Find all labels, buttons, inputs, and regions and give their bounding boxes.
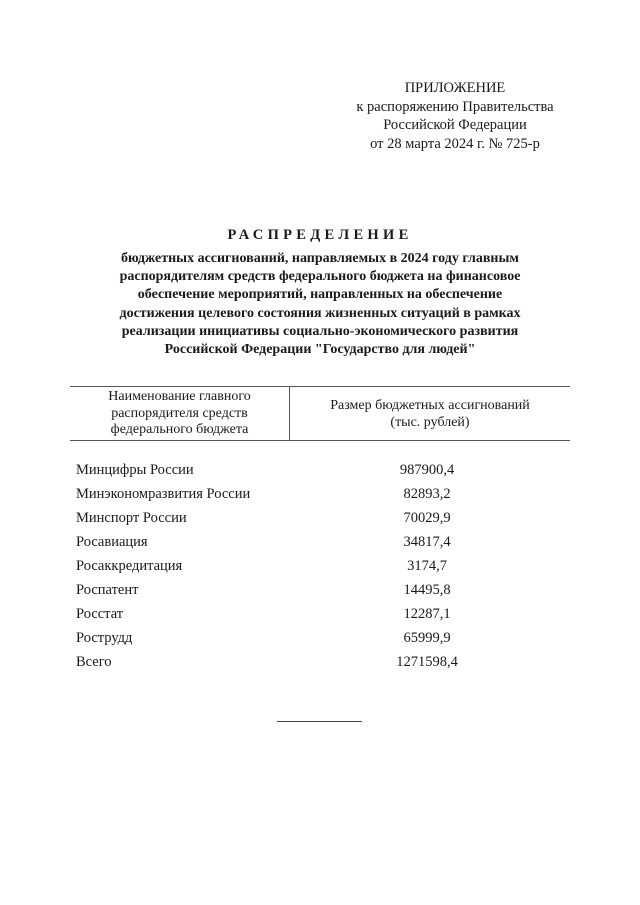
document-title: РАСПРЕДЕЛЕНИЕ: [227, 227, 413, 243]
annex-line-2: Российской Федерации: [383, 117, 527, 133]
subtitle-line: достижения целевого состояния жизненных ситуаций в рамках: [119, 305, 521, 321]
table-row: [70, 531, 570, 555]
row-name: Рострудд: [76, 629, 133, 646]
table-body: [70, 459, 570, 674]
allocation-table: [70, 386, 570, 674]
row-amount: 65999,9: [403, 629, 451, 646]
header-name-line: Наименование главного: [108, 389, 251, 404]
table-row: [70, 459, 570, 483]
row-name: Росстат: [76, 605, 124, 622]
subtitle-line: распорядителям средств федерального бюджета на финансовое: [119, 269, 521, 285]
subtitle-line: реализации инициативы социально-экономического развития: [121, 323, 519, 339]
table-row: [70, 507, 570, 531]
row-name: Минцифры России: [76, 462, 194, 479]
row-amount: 987900,4: [399, 462, 455, 479]
row-name: Минэкономразвития России: [76, 486, 251, 503]
document-subtitle: [0, 250, 640, 359]
annex-line-3: от 28 марта 2024 г. № 725-р: [370, 135, 540, 152]
table-row: [70, 555, 570, 579]
row-amount: 70029,9: [403, 510, 451, 527]
table-row: [70, 626, 570, 650]
annex-block: [340, 79, 570, 153]
header-name-line: распорядителя средств: [111, 405, 248, 421]
row-amount: 3174,7: [407, 558, 447, 574]
subtitle-line: Российской Федерации "Государство для людей": [164, 342, 476, 358]
header-amount-column: [290, 387, 570, 440]
row-amount: 14495,8: [403, 581, 451, 598]
row-name: Минспорт России: [76, 510, 187, 527]
row-name: Всего: [76, 653, 112, 670]
table-row: [70, 602, 570, 626]
subtitle-line: обеспечение мероприятий, направленных на обеспечение: [137, 287, 503, 303]
table-row: [70, 578, 570, 602]
table-header: [70, 386, 570, 441]
annex-line-1: к распоряжению Правительства: [356, 98, 554, 115]
row-name: Росавиация: [76, 534, 148, 551]
row-amount: 12287,1: [403, 605, 451, 622]
row-amount: 34817,4: [403, 534, 451, 551]
row-amount: 1271598,4: [396, 653, 458, 670]
header-name-column: [70, 387, 290, 440]
table-row-total: [70, 650, 570, 674]
annex-label: ПРИЛОЖЕНИЕ: [404, 80, 506, 96]
table-row: [70, 483, 570, 507]
row-name: Роспатент: [76, 581, 139, 598]
header-name-line: федерального бюджета: [110, 422, 249, 437]
end-divider: [277, 721, 362, 722]
row-amount: 82893,2: [403, 486, 451, 503]
header-amount-line: (тыс. рублей): [390, 414, 470, 430]
row-name: Росаккредитация: [76, 558, 183, 574]
header-amount-line: Размер бюджетных ассигнований: [330, 398, 530, 413]
subtitle-line: бюджетных ассигнований, направляемых в 2024 году главным: [121, 251, 519, 266]
